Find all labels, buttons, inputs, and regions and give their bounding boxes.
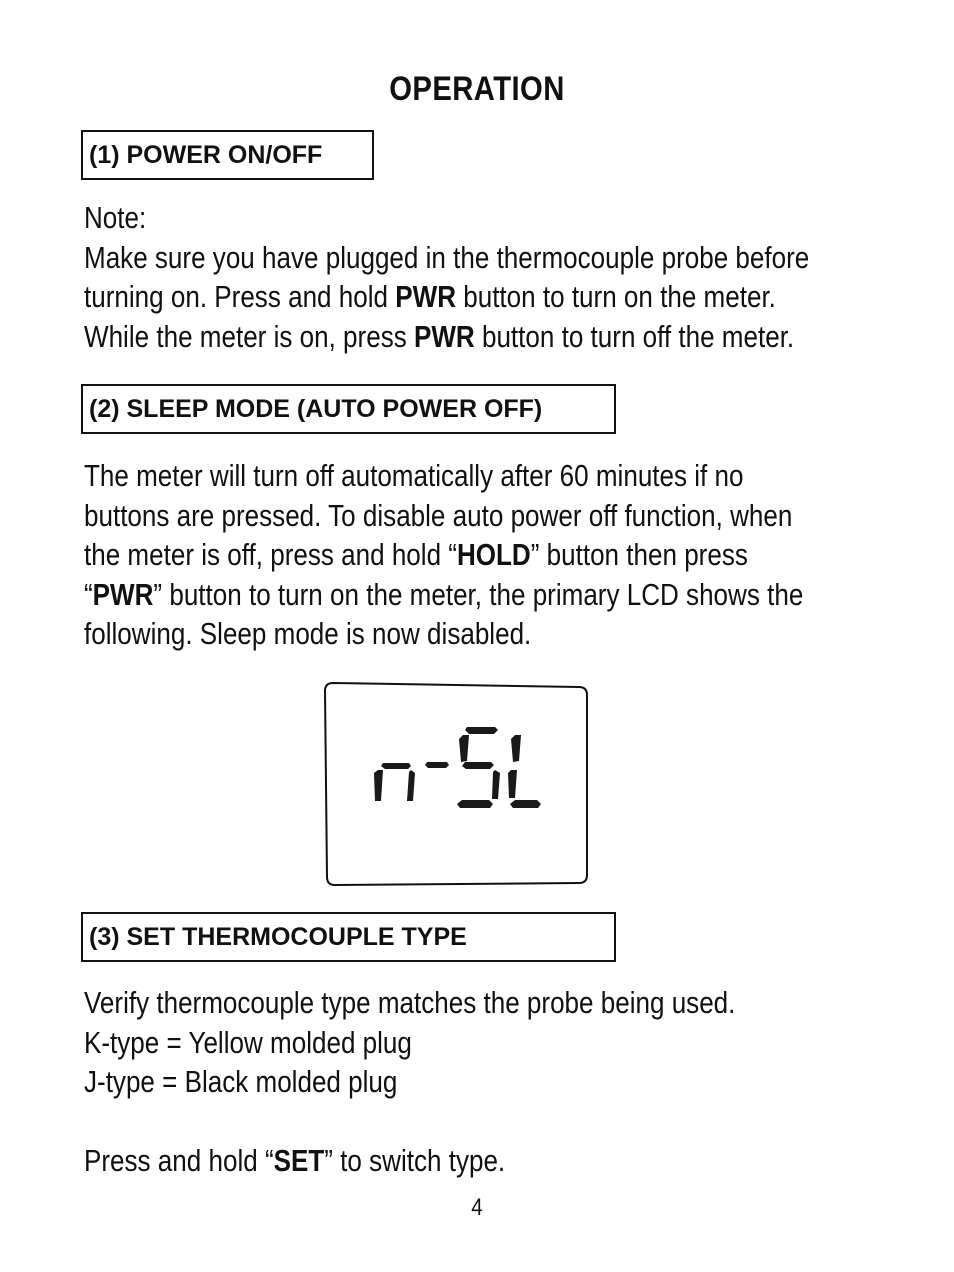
text-run: “ <box>84 576 93 612</box>
text-run: button to turn off the meter. <box>474 318 795 354</box>
text-run: the meter is off, press and hold “ <box>84 537 457 572</box>
thermocouple-instructions <box>84 983 840 1181</box>
text-line: J-type = Black molded plug <box>84 1064 398 1099</box>
text-line: Verify thermocouple type matches the probe being used. <box>84 985 736 1020</box>
text-line: The meter will turn off automatically after 60 minutes if no <box>84 458 744 493</box>
lcd-frame <box>325 683 587 885</box>
text-line <box>84 317 840 357</box>
section-heading-sleep <box>81 384 616 434</box>
blank-line <box>84 1102 840 1142</box>
section-heading-label: (3) SET THERMOCOUPLE TYPE <box>89 923 467 951</box>
text-line: K-type = Yellow molded plug <box>84 1024 412 1060</box>
text-run: Press and hold “ <box>84 1143 274 1178</box>
section-heading-thermocouple <box>81 912 616 962</box>
note-label: Note: <box>84 200 147 235</box>
text-run: ” button to turn on the meter, the primary LCD shows the <box>153 576 804 612</box>
sleep-instructions <box>84 456 840 654</box>
hold-key-label: HOLD <box>456 537 531 572</box>
section-heading-power <box>81 130 374 180</box>
section-heading-label: (2) SLEEP MODE (AUTO POWER OFF) <box>89 395 543 423</box>
text-line <box>84 575 840 615</box>
pwr-key-label: PWR <box>395 279 457 314</box>
text-run: While the meter is on, press <box>84 318 414 354</box>
pwr-key-label: PWR <box>413 318 475 354</box>
set-key-label: SET <box>273 1143 325 1178</box>
pwr-key-label: PWR <box>92 576 154 612</box>
text-run: button to turn on the meter. <box>456 279 776 314</box>
text-line <box>84 1141 840 1181</box>
page-number: 4 <box>471 1194 483 1221</box>
text-line: buttons are pressed. To disable auto power off function, when <box>84 497 793 533</box>
power-instructions <box>84 198 840 356</box>
text-line <box>84 277 840 317</box>
text-run: ” to switch type. <box>324 1143 506 1178</box>
section-heading-label: (1) POWER ON/OFF <box>89 141 323 169</box>
lcd-segments-n-sl <box>374 727 541 808</box>
text-run: turning on. Press and hold <box>84 279 396 314</box>
text-line: following. Sleep mode is now disabled. <box>84 616 532 651</box>
lcd-display-illustration <box>323 681 589 887</box>
text-line: Make sure you have plugged in the thermocouple probe before <box>84 239 810 275</box>
lcd-text: n-SL <box>323 681 326 682</box>
text-line <box>84 535 840 575</box>
text-run: ” button then press <box>530 537 748 572</box>
page-title: OPERATION <box>389 70 565 108</box>
